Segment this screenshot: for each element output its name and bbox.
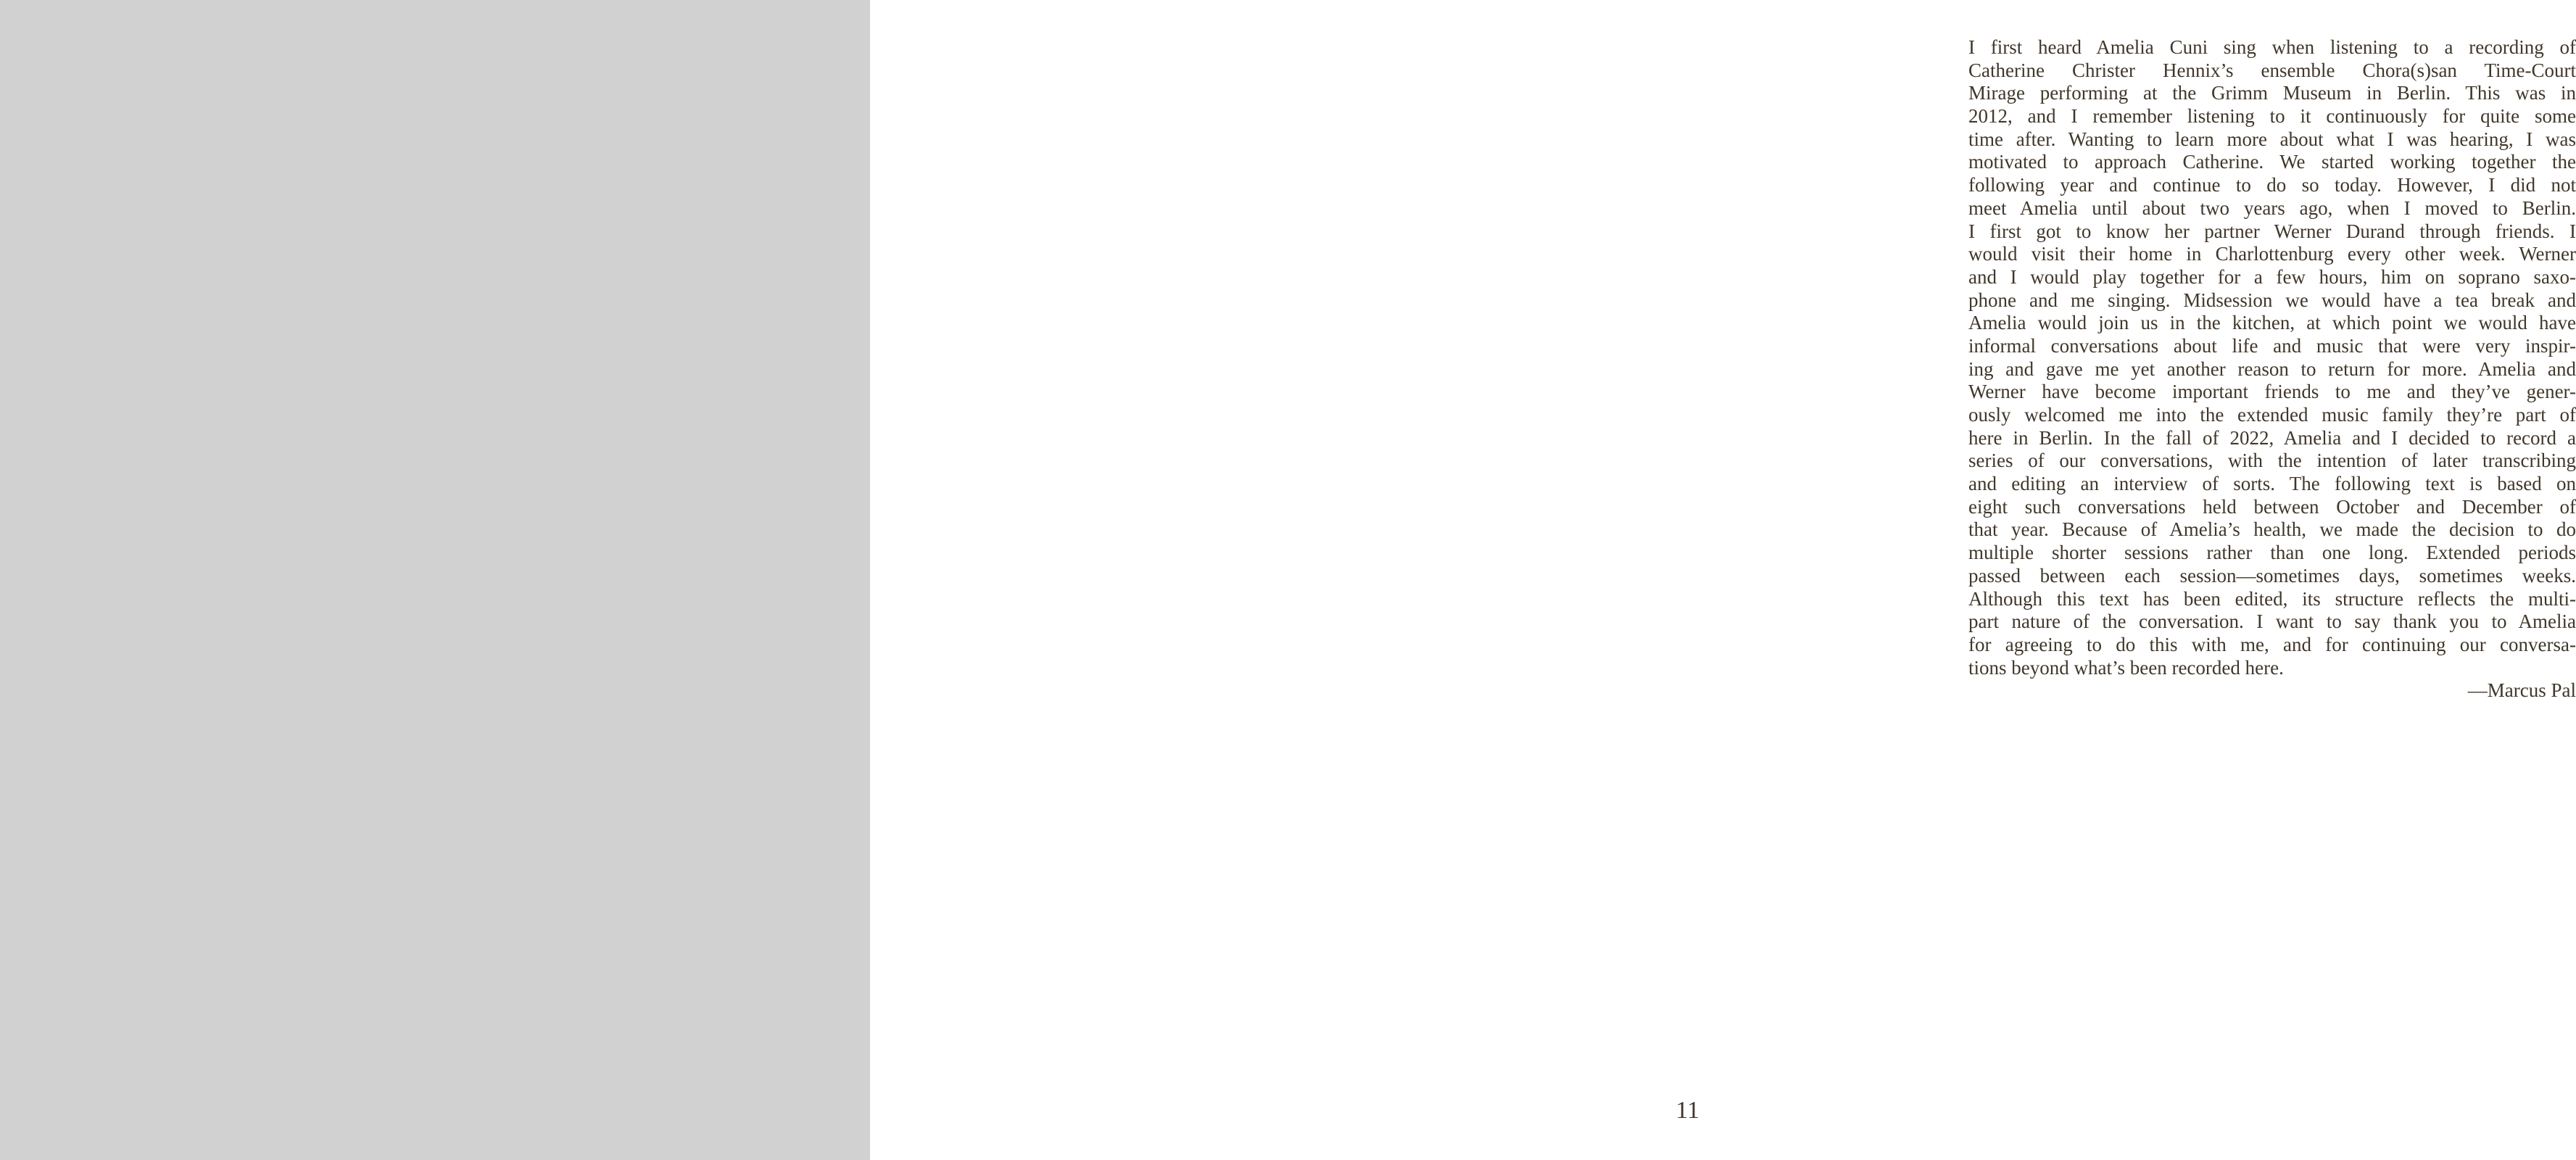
right-page: [870, 0, 2576, 1160]
introduction-paragraph: [1968, 36, 2576, 679]
paragraph-line: part nature of the conversation. I want to say thank you to Amelia: [1968, 610, 2576, 633]
paragraph-line: here in Berlin. In the fall of 2022, Amelia and I decided to record a: [1968, 426, 2576, 449]
paragraph-line: I first heard Amelia Cuni sing when listening to a recording of: [1968, 36, 2576, 58]
paragraph-line: and I would play together for a few hours, him on soprano saxo-: [1968, 265, 2576, 288]
paragraph-line: Amelia would join us in the kitchen, at which point we would have: [1968, 312, 2576, 334]
paragraph-line: phone and me singing. Midsession we would have a tea break and: [1968, 289, 2576, 311]
paragraph-line: passed between each session—sometimes days, sometimes weeks.: [1968, 564, 2576, 587]
left-blank-page: [0, 0, 870, 1160]
author-signature: —Marcus Pal: [2467, 679, 2576, 702]
introduction-text: [1968, 36, 2576, 703]
paragraph-line: multiple shorter sessions rather than one long. Extended periods: [1968, 542, 2576, 564]
paragraph-line: 2012, and I remember listening to it continuously for quite some: [1968, 105, 2576, 128]
paragraph-line: Mirage performing at the Grimm Museum in Berlin. This was in: [1968, 82, 2576, 104]
paragraph-line: for agreeing to do this with me, and for continuing our conversa-: [1968, 633, 2576, 655]
paragraph-line: ously welcomed me into the extended music family they’re part of: [1968, 404, 2576, 426]
paragraph-line: time after. Wanting to learn more about what I was hearing, I was: [1968, 128, 2576, 150]
paragraph-line: ing and gave me yet another reason to return for more. Amelia and: [1968, 357, 2576, 380]
paragraph-line: series of our conversations, with the intention of later transcribing: [1968, 450, 2576, 472]
page-number: 11: [1676, 1097, 1699, 1124]
paragraph-line: and editing an interview of sorts. The following text is based on: [1968, 473, 2576, 495]
paragraph-line: would visit their home in Charlottenburg every other week. Werner: [1968, 243, 2576, 265]
paragraph-line: Catherine Christer Hennix’s ensemble Chora(s)san Time-Court: [1968, 59, 2576, 81]
paragraph-line: tions beyond what’s been recorded here.: [1968, 656, 2284, 679]
paragraph-line: Although this text has been edited, its structure reflects the multi-: [1968, 587, 2576, 610]
paragraph-line: that year. Because of Amelia’s health, we made the decision to do: [1968, 518, 2576, 541]
paragraph-line: informal conversations about life and music that were very inspir-: [1968, 334, 2576, 357]
paragraph-line: meet Amelia until about two years ago, when I moved to Berlin.: [1968, 196, 2576, 219]
paragraph-line: motivated to approach Catherine. We started working together the: [1968, 151, 2576, 173]
paragraph-line: Werner have become important friends to me and they’ve gener-: [1968, 381, 2576, 403]
paragraph-line: following year and continue to do so today. However, I did not: [1968, 174, 2576, 196]
paragraph-line: I first got to know her partner Werner Durand through friends. I: [1968, 220, 2576, 242]
paragraph-line: eight such conversations held between October and December of: [1968, 495, 2576, 518]
